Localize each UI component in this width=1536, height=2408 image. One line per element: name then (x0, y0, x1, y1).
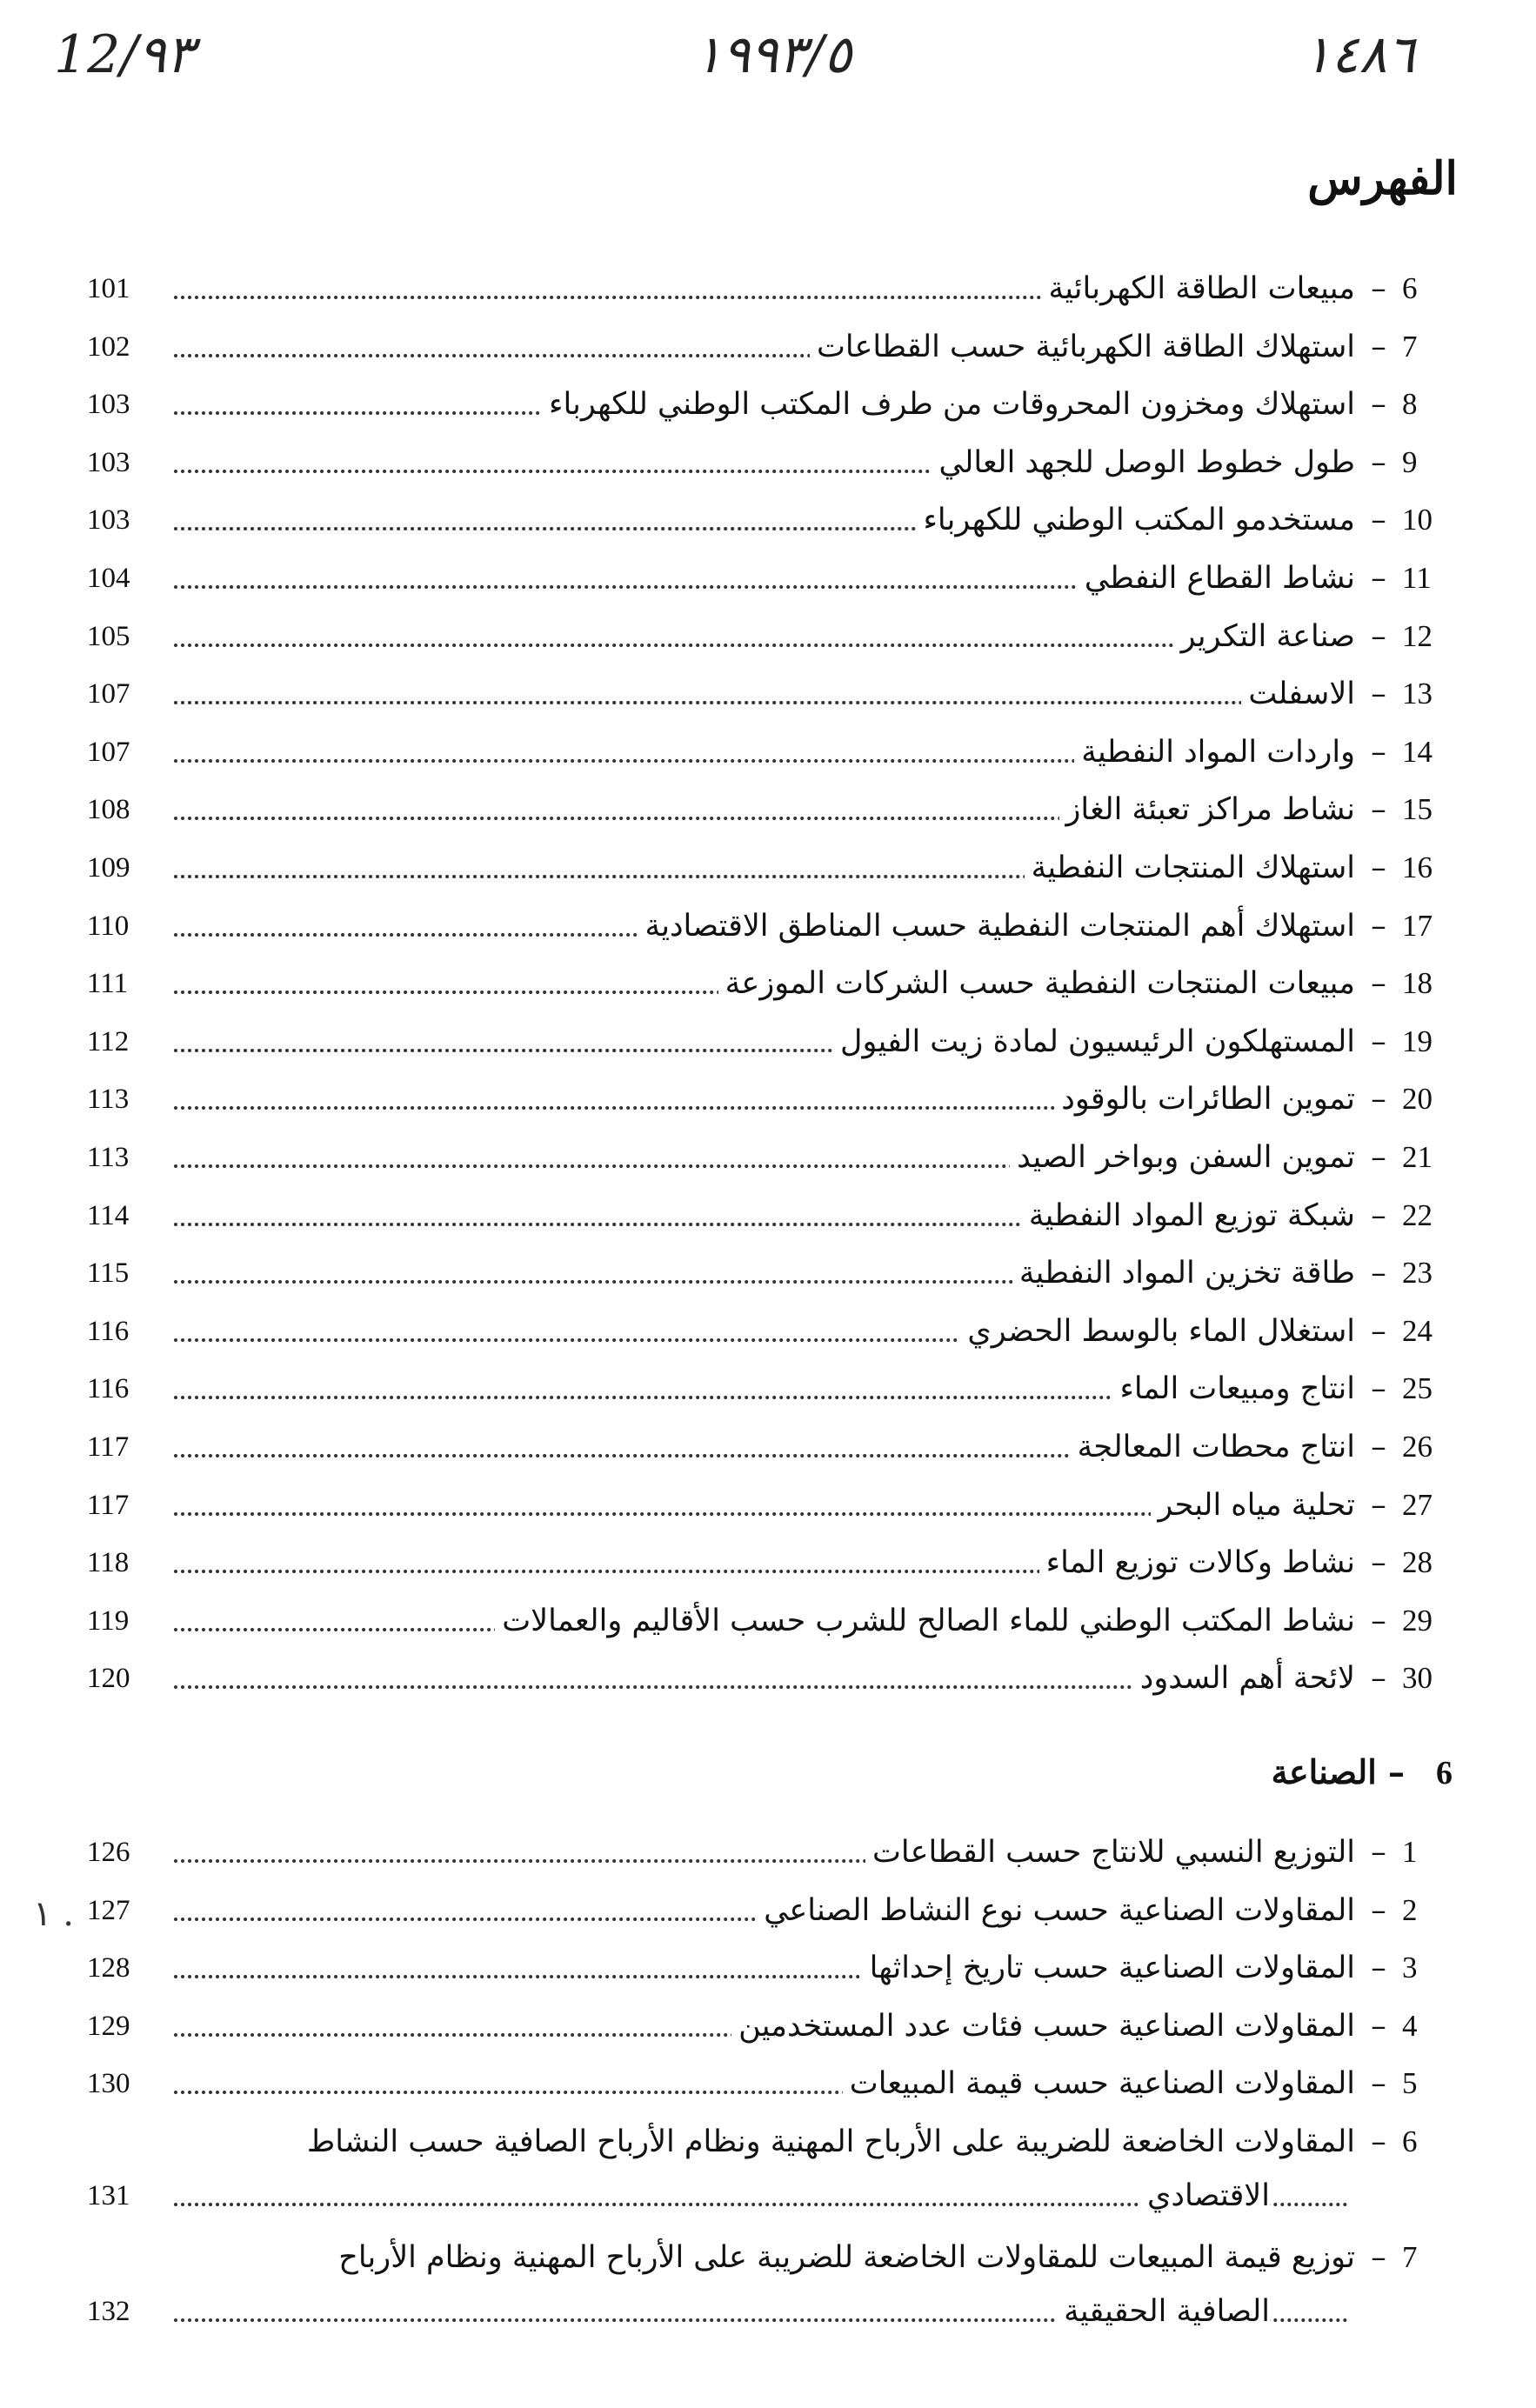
entry-page: 118 (87, 1537, 174, 1589)
entry-title-line1: توزيع قيمة المبيعات للمقاولات الخاضعة للضريبة على الأرباح المهنية ونظام الأرباح (331, 2231, 1355, 2284)
entry-dash: – (1371, 850, 1386, 885)
entry-dash: – (1371, 1140, 1386, 1175)
entry-number: 5 (1402, 2066, 1418, 2100)
entry-title: واردات المواد النفطية (1074, 726, 1355, 778)
entry-dash: – (1371, 1488, 1386, 1523)
entry-number: 24 (1402, 1314, 1432, 1348)
entry-dash: – (1371, 1314, 1386, 1349)
entry-number: 19 (1402, 1024, 1432, 1058)
entry-page: 115 (87, 1247, 174, 1299)
toc-entry (87, 1016, 1453, 1068)
entry-dash: – (1371, 1371, 1386, 1406)
entry-title: شبكة توزيع المواد النفطية (1022, 1190, 1355, 1242)
entry-number: 16 (1402, 850, 1432, 884)
entry-title: الاسفلت (1241, 668, 1355, 720)
entry-number: 30 (1402, 1661, 1432, 1695)
dot-leader (174, 610, 1348, 647)
entry-page: 103 (87, 494, 174, 546)
section-heading (1272, 1752, 1453, 1792)
entry-page: 131 (87, 2170, 174, 2222)
entry-dash: – (1371, 2240, 1386, 2275)
entry-number: 6 (1402, 271, 1418, 305)
entry-number: 27 (1402, 1488, 1432, 1522)
entry-number: 7 (1402, 2240, 1418, 2274)
entry-title: المقاولات الصناعية حسب نوع النشاط الصناعي (757, 1884, 1355, 1937)
entry-dash: – (1371, 909, 1386, 944)
entry-page: 103 (87, 378, 174, 430)
toc-entry (87, 263, 1453, 315)
entry-dash: – (1371, 1430, 1386, 1464)
entry-page: 107 (87, 668, 174, 720)
toc-entry (87, 1305, 1453, 1357)
entry-title: المقاولات الصناعية حسب فئات عدد المستخدمين (731, 2000, 1355, 2052)
toc-entry (87, 1073, 1453, 1125)
toc-entry (87, 437, 1453, 489)
entry-page: 111 (87, 957, 174, 1010)
entry-page: 102 (87, 321, 174, 373)
entry-title: التوزيع النسبي للانتاج حسب القطاعات (865, 1826, 1355, 1878)
toc-entry-multiline (87, 2116, 1453, 2168)
entry-number: 9 (1402, 445, 1418, 479)
toc-entry (87, 957, 1453, 1010)
entry-number: 26 (1402, 1430, 1432, 1464)
entry-number: 10 (1402, 503, 1432, 537)
entry-dash: – (1371, 445, 1386, 480)
section-number: 6 (1436, 1755, 1453, 1791)
entry-dash: – (1371, 1256, 1386, 1291)
toc-entry (87, 321, 1453, 373)
entry-number: 17 (1402, 909, 1432, 943)
toc-entry-multiline (87, 2231, 1453, 2284)
entry-title: انتاج ومبيعات الماء (1112, 1363, 1355, 1415)
margin-mark: ١ . (33, 1894, 74, 1934)
entry-page: 116 (87, 1305, 174, 1357)
entry-page: 120 (87, 1652, 174, 1704)
entry-page: 114 (87, 1190, 174, 1242)
entry-page: 103 (87, 437, 174, 489)
section-title: الصناعة (1271, 1752, 1377, 1791)
toc-entry (87, 1537, 1453, 1589)
toc-entry (87, 668, 1453, 720)
entry-title: انتاج محطات المعالجة (1071, 1421, 1355, 1473)
entry-page: 128 (87, 1942, 174, 1994)
entry-title: طاقة تخزين المواد النفطية (1012, 1247, 1355, 1299)
entry-dash: – (1371, 387, 1386, 422)
toc-entry (87, 552, 1453, 604)
entry-page: 107 (87, 726, 174, 778)
entry-dash: – (1371, 619, 1386, 654)
toc-entry (87, 1479, 1453, 1531)
entry-title: تموين الطائرات بالوقود (1054, 1073, 1355, 1125)
toc-entry (87, 1363, 1453, 1415)
toc-entry (87, 1247, 1453, 1299)
toc-entry (87, 494, 1453, 546)
toc-entry (87, 2058, 1453, 2110)
entry-number: 11 (1402, 561, 1432, 595)
entry-dash: – (1371, 1951, 1386, 1985)
entry-page: 112 (87, 1016, 174, 1068)
toc-entry (87, 1595, 1453, 1647)
entry-dash: – (1371, 1835, 1386, 1870)
entry-page: 113 (87, 1131, 174, 1184)
entry-title-line2: الاقتصادي (1140, 2170, 1270, 2222)
entry-dash: – (1371, 1545, 1386, 1580)
entry-dash: – (1371, 2066, 1386, 2101)
entry-number: 25 (1402, 1371, 1432, 1405)
entry-number: 1 (1402, 1835, 1418, 1869)
entry-number: 23 (1402, 1256, 1432, 1290)
entry-title: استغلال الماء بالوسط الحضري (960, 1305, 1355, 1357)
entry-page: 105 (87, 610, 174, 663)
entry-page: 113 (87, 1073, 174, 1125)
entry-title: المقاولات الصناعية حسب قيمة المبيعات (843, 2058, 1355, 2110)
toc-entry (87, 1652, 1453, 1704)
entry-dash: – (1371, 1024, 1386, 1059)
entry-title: صناعة التكرير (1174, 610, 1355, 663)
entry-title: تحلية مياه البحر (1151, 1479, 1355, 1531)
section-dash: – (1388, 1752, 1405, 1791)
toc-entry (87, 1942, 1453, 1994)
toc-entry (87, 2000, 1453, 2052)
entry-title: مبيعات الطاقة الكهربائية (1041, 263, 1355, 315)
entry-dash: – (1371, 2009, 1386, 2044)
handwritten-note-left: 12/٩٣ (54, 24, 195, 85)
entry-title: نشاط وكالات توزيع الماء (1039, 1537, 1355, 1589)
entry-number: 7 (1402, 330, 1418, 364)
entry-dash: – (1371, 503, 1386, 537)
entry-dash: – (1371, 2125, 1386, 2159)
entry-page: 132 (87, 2285, 174, 2338)
entry-title: استهلاك الطاقة الكهربائية حسب القطاعات (810, 321, 1355, 373)
toc-entry (87, 1884, 1453, 1937)
entry-page: 117 (87, 1421, 174, 1473)
entry-title: مبيعات المنتجات النفطية حسب الشركات الموزعة (718, 957, 1355, 1010)
entry-number: 22 (1402, 1198, 1432, 1232)
page-title: الفهرس (1307, 152, 1458, 205)
entry-title: لائحة أهم السدود (1133, 1652, 1355, 1704)
entry-number: 28 (1402, 1545, 1432, 1579)
entry-number: 18 (1402, 966, 1432, 1000)
entry-dash: – (1371, 1661, 1386, 1696)
entry-dash: – (1371, 271, 1386, 306)
toc-entry-continuation (87, 2285, 1453, 2338)
entry-title-line1: المقاولات الخاضعة للضريبة على الأرباح المهنية ونظام الأرباح الصافية حسب النشاط (300, 2116, 1355, 2168)
entry-title-line2: الصافية الحقيقية (1057, 2285, 1270, 2338)
toc-entry (87, 726, 1453, 778)
entry-dash: – (1371, 1082, 1386, 1117)
entry-dash: – (1371, 1198, 1386, 1233)
toc-entry (87, 378, 1453, 430)
entry-number: 3 (1402, 1951, 1418, 1984)
entry-title: استهلاك المنتجات النفطية (1025, 842, 1355, 894)
entry-title: نشاط المكتب الوطني للماء الصالح للشرب حسب الأقاليم والعمالات (495, 1595, 1355, 1647)
entry-title: استهلاك ومخزون المحروقات من طرف المكتب الوطني للكهرباء (542, 378, 1355, 430)
entry-title: تموين السفن وبواخر الصيد (1010, 1131, 1355, 1184)
entry-page: 130 (87, 2058, 174, 2110)
entry-title: نشاط القطاع النفطي (1078, 552, 1355, 604)
entry-number: 4 (1402, 2009, 1418, 2043)
entry-page: 119 (87, 1595, 174, 1647)
entry-title: نشاط مراكز تعبئة الغاز (1059, 784, 1355, 836)
entry-number: 13 (1402, 677, 1432, 710)
entry-page: 117 (87, 1479, 174, 1531)
toc-entry (87, 784, 1453, 836)
entry-page: 110 (87, 900, 174, 952)
toc-entry (87, 842, 1453, 894)
entry-dash: – (1371, 330, 1386, 364)
toc-entry (87, 1826, 1453, 1878)
entry-title: طول خطوط الوصل للجهد العالي (932, 437, 1355, 489)
entry-page: 101 (87, 263, 174, 315)
entry-number: 21 (1402, 1140, 1432, 1174)
entry-page: 108 (87, 784, 174, 836)
entry-number: 6 (1402, 2125, 1418, 2158)
entry-dash: – (1371, 735, 1386, 770)
entry-page: 109 (87, 842, 174, 894)
handwritten-note-right: ١٤٨٦ (1303, 24, 1415, 85)
toc-entry (87, 1190, 1453, 1242)
toc-entry (87, 610, 1453, 663)
toc-entry (87, 1131, 1453, 1184)
entry-dash: – (1371, 1604, 1386, 1638)
entry-number: 8 (1402, 387, 1418, 421)
entry-title: المقاولات الصناعية حسب تاريخ إحداثها (863, 1942, 1355, 1994)
entry-title: المستهلكون الرئيسيون لمادة زيت الفيول (833, 1016, 1355, 1068)
entry-dash: – (1371, 561, 1386, 596)
entry-title: مستخدمو المكتب الوطني للكهرباء (916, 494, 1355, 546)
dot-leader (174, 668, 1348, 704)
entry-number: 15 (1402, 792, 1432, 826)
toc-entry (87, 900, 1453, 952)
entry-page: 129 (87, 2000, 174, 2052)
entry-number: 14 (1402, 735, 1432, 769)
toc-entry-continuation (87, 2170, 1453, 2222)
entry-dash: – (1371, 792, 1386, 827)
entry-dash: – (1371, 677, 1386, 711)
toc-entry (87, 1421, 1453, 1473)
entry-dash: – (1371, 1893, 1386, 1928)
entry-number: 20 (1402, 1082, 1432, 1116)
entry-number: 2 (1402, 1893, 1418, 1927)
entry-page: 126 (87, 1826, 174, 1878)
entry-page: 104 (87, 552, 174, 604)
handwritten-note-center: ١٩٩٣/٥ (694, 24, 852, 85)
entry-number: 29 (1402, 1604, 1432, 1638)
entry-dash: – (1371, 966, 1386, 1001)
entry-number: 12 (1402, 619, 1432, 653)
entry-title: استهلاك أهم المنتجات النفطية حسب المناطق الاقتصادية (638, 900, 1355, 952)
entry-page: 127 (87, 1884, 174, 1937)
entry-page: 116 (87, 1363, 174, 1415)
